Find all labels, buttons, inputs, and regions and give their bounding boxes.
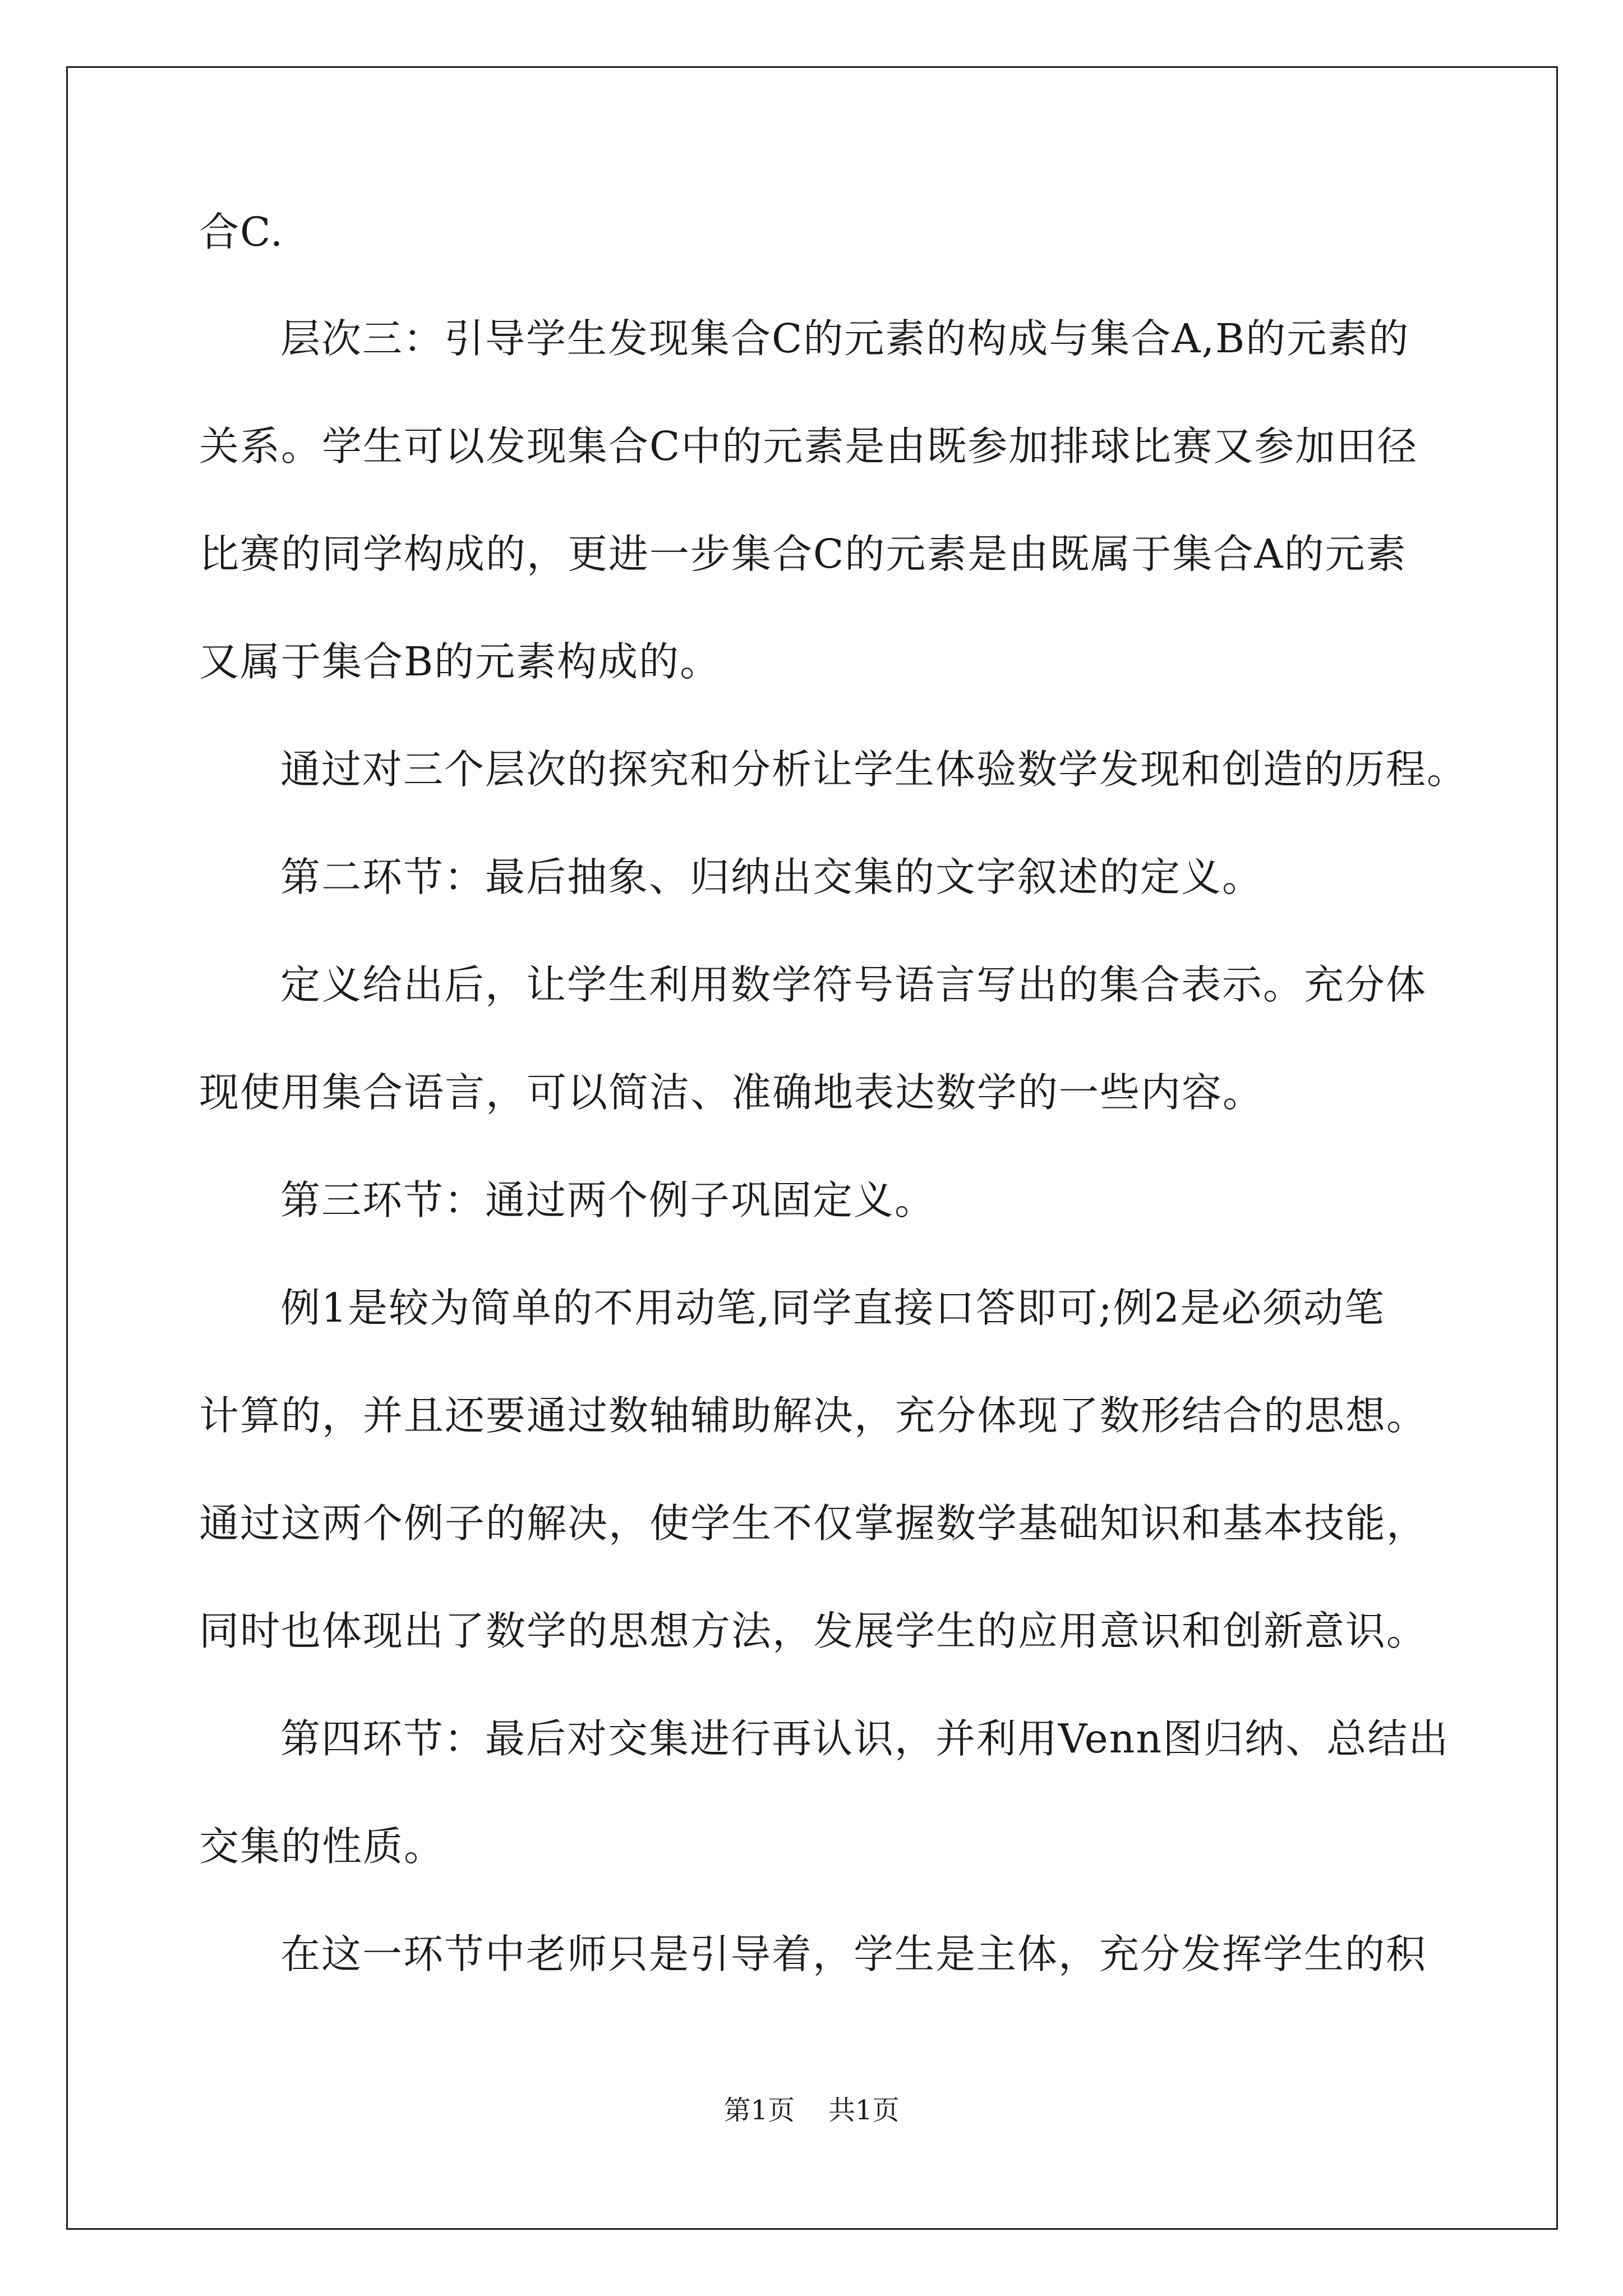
text-line-13: 通过这两个例子的解决，使学生不仅掌握数学基础知识和基本技能， <box>199 1500 1428 1547</box>
page-footer <box>0 2093 1623 2127</box>
text-line-2: 层次三：引导学生发现集合C的元素的构成与集合A,B的元素的 <box>280 315 1410 362</box>
text-line-1: 合C. <box>199 209 284 255</box>
page-total: 共1页 <box>828 2095 900 2126</box>
text-line-12: 计算的，并且还要通过数轴辅助解决，充分体现了数形结合的思想。 <box>199 1392 1428 1439</box>
text-line-3: 关系。学生可以发现集合C中的元素是由既参加排球比赛又参加田径 <box>199 423 1418 470</box>
page-number: 第1页 <box>723 2095 795 2126</box>
text-line-15: 第四环节：最后对交集进行再认识，并利用Venn图归纳、总结出 <box>280 1715 1450 1762</box>
text-line-7: 第二环节：最后抽象、归纳出交集的文字叙述的定义。 <box>280 854 1264 900</box>
text-line-9: 现使用集合语言，可以简洁、准确地表达数学的一些内容。 <box>199 1069 1264 1116</box>
text-line-6: 通过对三个层次的探究和分析让学生体验数学发现和创造的历程。 <box>280 746 1468 793</box>
text-line-5: 又属于集合B的元素构成的。 <box>199 638 721 685</box>
text-line-11: 例1是较为简单的不用动笔,同学直接口答即可;例2是必须动笔 <box>280 1285 1385 1331</box>
text-line-14: 同时也体现出了数学的思想方法，发展学生的应用意识和创新意识。 <box>199 1608 1428 1654</box>
text-line-10: 第三环节：通过两个例子巩固定义。 <box>280 1177 936 1223</box>
text-line-17: 在这一环节中老师只是引导着，学生是主体，充分发挥学生的积 <box>280 1931 1427 1977</box>
text-line-16: 交集的性质。 <box>199 1823 445 1870</box>
page-border <box>66 66 1558 2230</box>
text-line-8: 定义给出后，让学生利用数学符号语言写出的集合表示。充分体 <box>280 961 1427 1008</box>
text-line-4: 比赛的同学构成的，更进一步集合C的元素是由既属于集合A的元素 <box>199 531 1407 577</box>
